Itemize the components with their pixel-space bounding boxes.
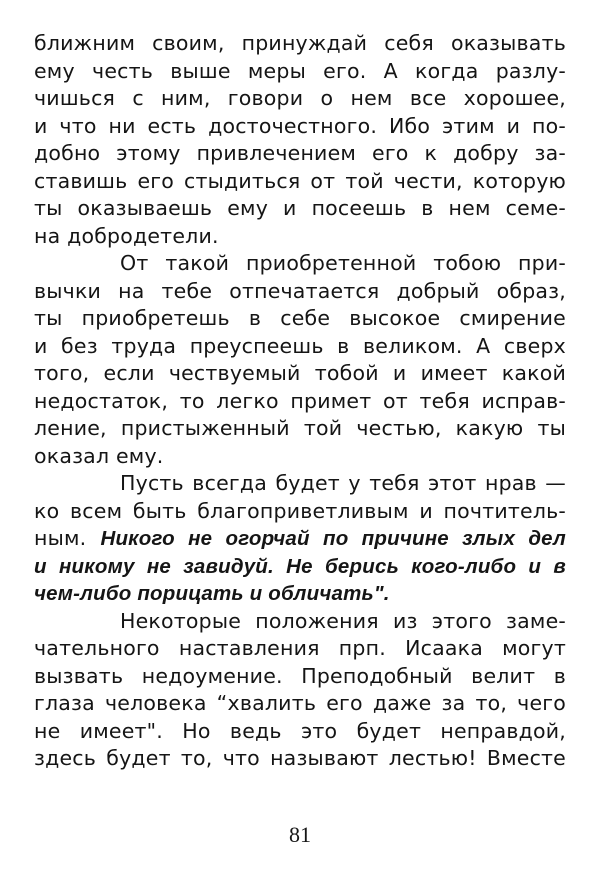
page-number: 81 bbox=[289, 822, 311, 847]
text-line: От такой приобретенной тобою при- bbox=[120, 251, 566, 275]
text-line: глаза человека “хвалить его даже за то, чего bbox=[34, 691, 566, 715]
text-line: того, если чествуемый тобой и имеет какой bbox=[34, 361, 566, 385]
text-line: чишься с ним, говори о нем все хорошее, bbox=[34, 86, 566, 110]
text-line: Некоторые положения из этого заме- bbox=[120, 608, 566, 633]
emphasis-line: чем-либо порицать и обличать". bbox=[34, 582, 390, 605]
text-line: не имеет". Но ведь это будет неправдой, bbox=[34, 718, 566, 743]
text-line: вызвать недоумение. Преподобный велит в bbox=[34, 663, 566, 688]
body-text bbox=[34, 30, 566, 773]
emphasis-line: и никому не завидуй. Не берись кого-либо и в bbox=[34, 554, 566, 578]
text-line: ты оказываешь ему и посеешь в нем семе- bbox=[34, 196, 566, 220]
text-line: здесь будет то, что называют лестью! Вместе bbox=[34, 746, 566, 770]
text-line: и без труда преуспеешь в великом. А сверх bbox=[34, 333, 566, 358]
text-line: ление, пристыженный той честью, какую ты bbox=[34, 416, 566, 440]
text-line: ему честь выше меры его. А когда разлу- bbox=[34, 58, 566, 83]
text-line: и что ни есть досточестного. Ибо этим и по- bbox=[34, 113, 566, 138]
text-line: ставишь его стыдиться от той чести, которую bbox=[34, 168, 566, 193]
text-line: ты приобретешь в себе высокое смирение bbox=[34, 306, 566, 330]
text-line: чательного наставления прп. Исаака могут bbox=[34, 636, 566, 660]
plain-text: ным. bbox=[34, 526, 101, 550]
text-line-mixed bbox=[34, 525, 566, 553]
text-line: на добродетели. bbox=[34, 223, 219, 248]
text-line: добно этому привлечением его к добру за- bbox=[34, 141, 566, 165]
text-line: недостаток, то легко примет от тебя исправ- bbox=[34, 388, 566, 413]
emphasis-text: Никого не огорчай по причине злых дел bbox=[100, 527, 566, 550]
text-line: ближним своим, принуждай себя оказывать bbox=[34, 31, 566, 55]
text-line: ко всем быть благоприветливым и почтитель- bbox=[34, 498, 566, 523]
text-line: оказал ему. bbox=[34, 443, 164, 468]
text-line: Пусть всегда будет у тебя этот нрав — bbox=[120, 471, 566, 495]
text-line: вычки на тебе отпечатается добрый образ, bbox=[34, 278, 566, 303]
